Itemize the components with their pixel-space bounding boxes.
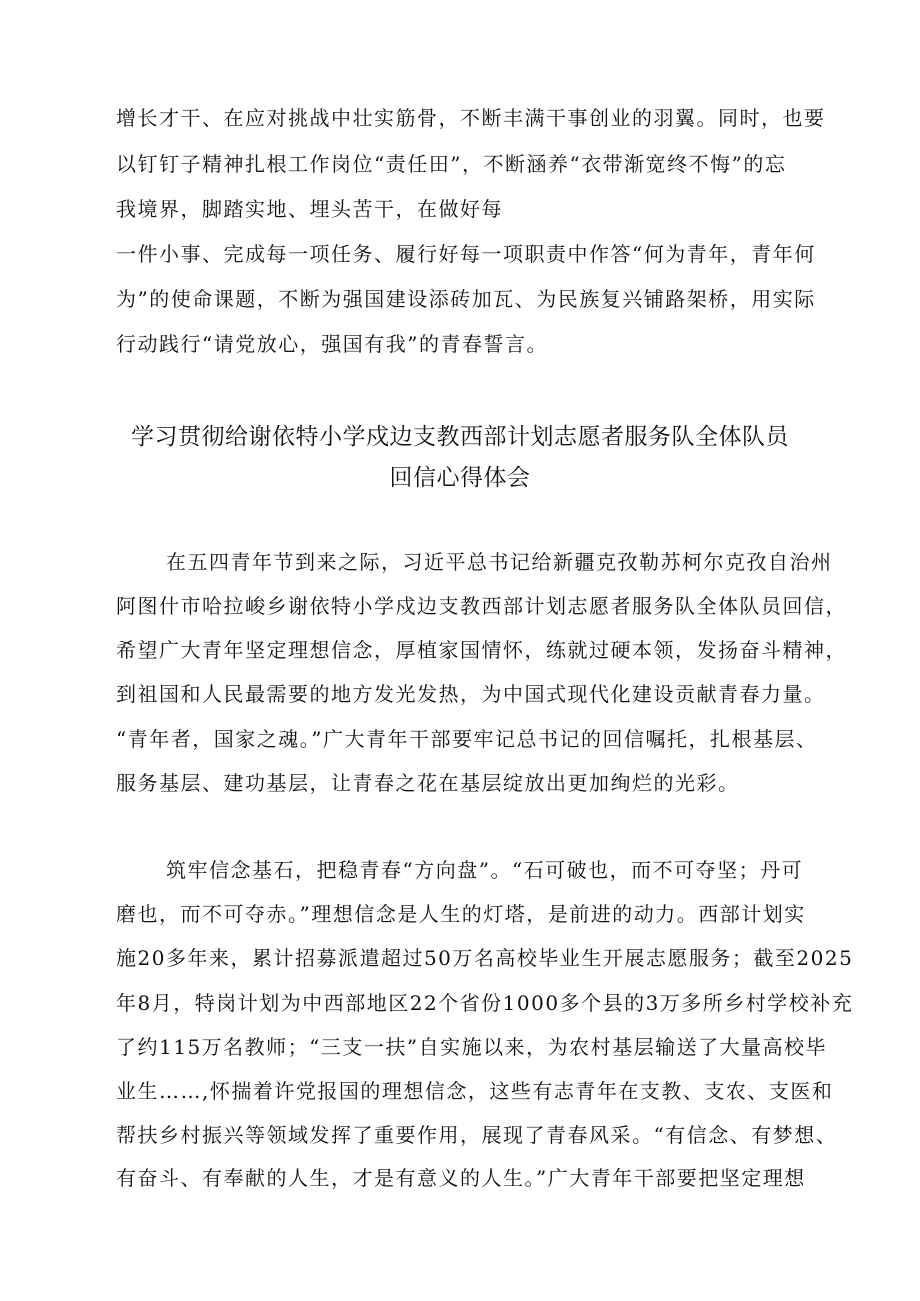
text-line: 增长才干、在应对挑战中壮实筋骨，不断丰满干事创业的羽翼。同时，也要	[116, 106, 826, 130]
text-line: 施20多年来，累计招募派遣超过50万名高校毕业生开展志愿服务；截至2025	[116, 946, 854, 970]
text-line: 有奋斗、有奉献的人生，才是有意义的人生。”广大青年干部要把坚定理想	[116, 1166, 806, 1190]
text-line: 我境界，脚踏实地、埋头苦干，在做好每	[116, 197, 503, 221]
text-line: 了约115万名教师；“三支一扶”自实施以来，为农村基层输送了大量高校毕	[116, 1035, 828, 1059]
text-line: 希望广大青年坚定理想信念，厚植家国情怀，练就过硬本领，发扬奋斗精神，	[116, 638, 847, 662]
text-line: 磨也，而不可夺赤。”理想信念是人生的灯塔，是前进的动力。西部计划实	[116, 902, 806, 926]
text-line: 年8月，特岗计划为中西部地区22个省份1000多个县的3万多所乡村学校补充	[116, 991, 854, 1015]
title-line: 学习贯彻给谢依特小学戍边支教西部计划志愿者服务队全体队员	[131, 424, 789, 450]
text-line: 帮扶乡村振兴等领域发挥了重要作用，展现了青春风采。“有信念、有梦想、	[116, 1123, 838, 1147]
text-line: “青年者，国家之魂。”广大青年干部要牢记总书记的回信嘱托，扎根基层、	[116, 727, 818, 751]
text-line: 阿图什市哈拉峻乡谢依特小学戍边支教西部计划志愿者服务队全体队员回信，	[116, 594, 847, 618]
text-line: 在五四青年节到来之际，习近平总书记给新疆克孜勒苏柯尔克孜自治州	[166, 550, 833, 574]
text-line: 服务基层、建功基层，让青春之花在基层绽放出更加绚烂的光彩。	[116, 771, 740, 795]
text-line: 为”的使命课题，不断为强国建设添砖加瓦、为民族复兴铺路架桥，用实际	[116, 287, 816, 311]
text-line: 行动践行“请党放心，强国有我”的青春誓言。	[116, 332, 548, 356]
title-line: 回信心得体会	[389, 465, 531, 491]
text-line: 一件小事、完成每一项任务、履行好每一项职责中作答“何为青年，青年何	[116, 242, 816, 266]
text-line: 以钉钉子精神扎根工作岗位“责任田”，不断涵养“衣带渐宽终不悔”的忘	[116, 152, 787, 176]
text-line: 业生……,怀揣着许党报国的理想信念，这些有志青年在支教、支农、支医和	[116, 1079, 834, 1103]
text-line: 到祖国和人民最需要的地方发光发热，为中国式现代化建设贡献青春力量。	[116, 682, 826, 706]
text-line: 筑牢信念基石，把稳青春“方向盘”。“石可破也，而不可夺坚；丹可	[166, 858, 804, 882]
